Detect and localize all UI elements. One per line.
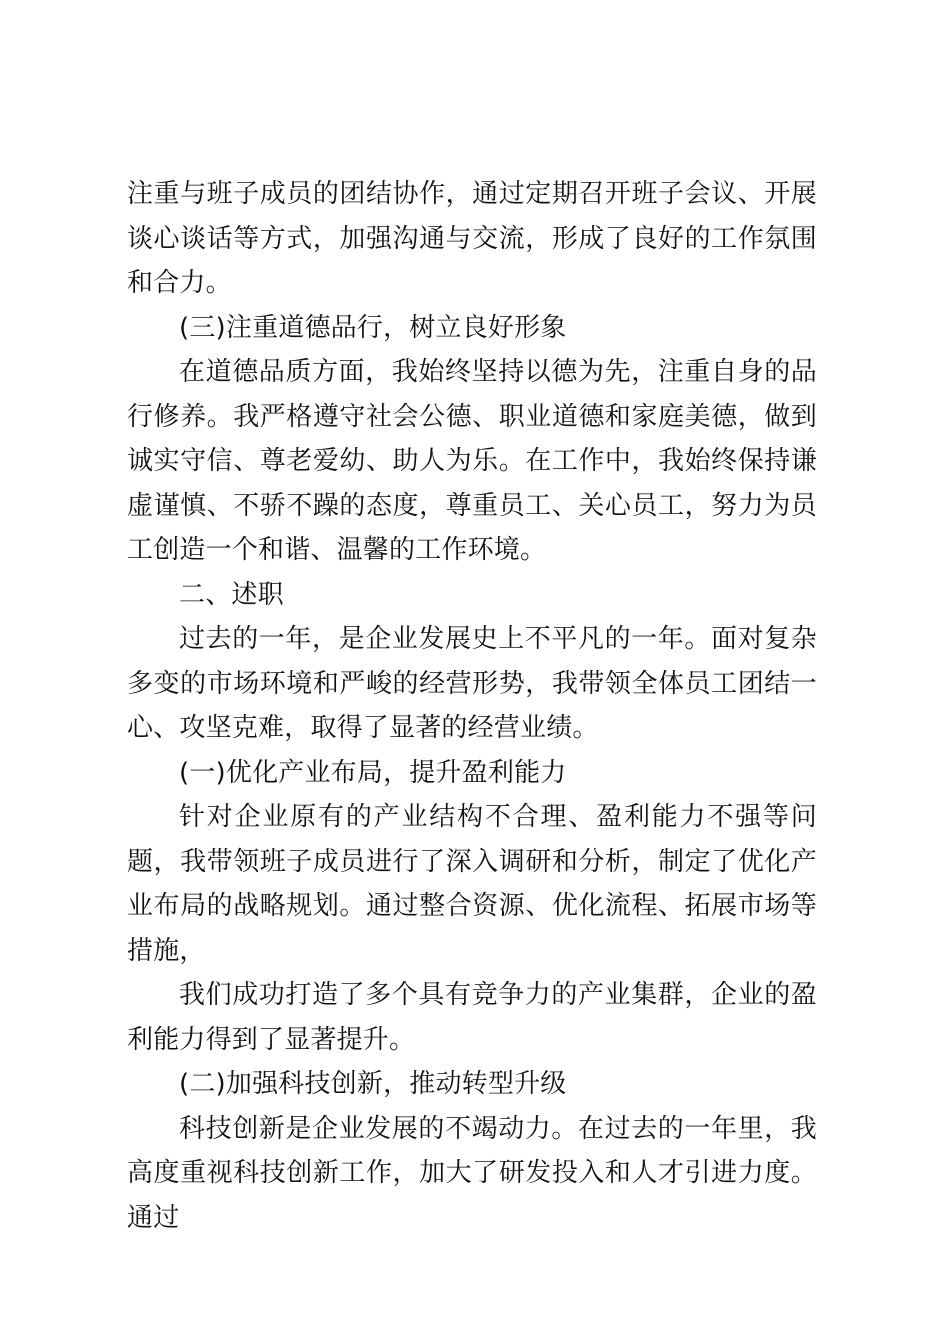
paragraph-industry-clusters: 我们成功打造了多个具有竞争力的产业集群，企业的盈利能力得到了显著提升。 (127, 980, 817, 1055)
paragraph-past-year: 过去的一年，是企业发展史上不平凡的一年。面对复杂多变的市场环境和严峻的经营形势，我带领全体员工团结一心、攻坚克难，取得了显著的经营业绩。 (127, 624, 817, 743)
paragraph-innovation: 科技创新是企业发展的不竭动力。在过去的一年里，我高度重视科技创新工作，加大了研发投入和人才引进力度。通过 (127, 1113, 817, 1233)
paragraph-continuation: 注重与班子成员的团结协作，通过定期召开班子会议、开展谈心谈话等方式，加强沟通与交流，形成了良好的工作氛围和合力。 (127, 179, 817, 298)
section-heading-one: (一)优化产业布局，提升盈利能力 (179, 757, 567, 788)
section-heading-two: 二、述职 (179, 579, 284, 610)
paragraph-industry-layout: 针对企业原有的产业结构不合理、盈利能力不强等问题，我带领班子成员进行了深入调研和分析，制定了优化产业布局的战略规划。通过整合资源、优化流程、拓展市场等措施， (127, 802, 817, 966)
document-body (127, 172, 817, 1240)
paragraph-moral-character: 在道德品质方面，我始终坚持以德为先，注重自身的品行修养。我严格遵守社会公德、职业道德和家庭美德，做到诚实守信、尊老爱幼、助人为乐。在工作中，我始终保持谦虚谨慎、不骄不躁的态度，尊重员工、关心员工，努力为员工创造一个和谐、温馨的工作环境。 (127, 357, 817, 565)
section-heading-three: (三)注重道德品行，树立良好形象 (179, 312, 567, 343)
section-heading-innovation: (二)加强科技创新，推动转型升级 (179, 1069, 567, 1099)
